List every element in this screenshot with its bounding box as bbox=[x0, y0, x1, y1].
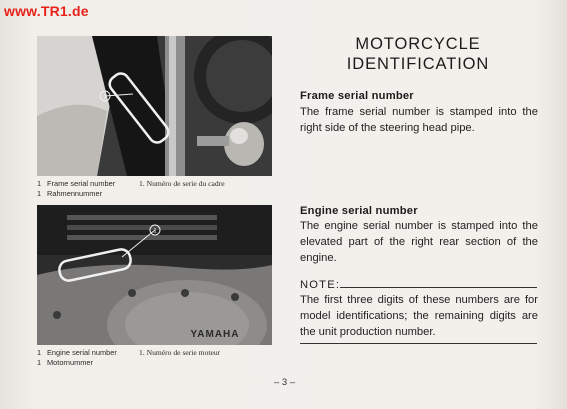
note-bottom-rule bbox=[300, 343, 537, 344]
engine-caption-fr: 1. Numéro de serie moteur bbox=[139, 348, 221, 357]
frame-caption-number: 1 bbox=[37, 179, 42, 188]
frame-section-body: The frame serial number is stamped into the right side of the steering head pipe. bbox=[300, 106, 538, 134]
frame-caption-number-de: 1 bbox=[37, 189, 42, 198]
engine-callout-number: 1 bbox=[153, 228, 157, 235]
frame-caption-fr: 1. Numéro de serie du cadre bbox=[139, 179, 225, 188]
frame-serial-photo bbox=[37, 36, 272, 176]
page-number: – 3 – bbox=[274, 377, 296, 388]
engine-photo-illustration bbox=[37, 205, 272, 345]
page-title-line2: IDENTIFICATION bbox=[346, 55, 490, 73]
note-label: NOTE: bbox=[300, 279, 341, 291]
engine-section-body: The engine serial number is stamped into the elevated part of the right rear section of the engine. bbox=[300, 220, 538, 264]
engine-serial-photo bbox=[37, 205, 272, 345]
engine-section-heading: Engine serial number bbox=[300, 205, 418, 217]
page-title-line1: MOTORCYCLE bbox=[355, 35, 481, 53]
frame-callout-number: 1 bbox=[103, 94, 107, 101]
frame-caption bbox=[37, 179, 287, 199]
note-body: The first three digits of these numbers are for model identifications; the remaining digits are the unit production number. bbox=[300, 294, 538, 338]
engine-caption-de: Motornummer bbox=[47, 358, 93, 367]
engine-cover-brand: YAMAHA bbox=[190, 329, 240, 340]
frame-caption-en: Frame serial number bbox=[47, 179, 116, 188]
engine-caption-en: Engine serial number bbox=[47, 348, 117, 357]
frame-caption-de: Rahmennummer bbox=[47, 189, 103, 198]
frame-section-heading: Frame serial number bbox=[300, 90, 414, 102]
frame-photo-illustration bbox=[37, 36, 272, 176]
note-top-rule bbox=[340, 287, 537, 288]
watermark: www.TR1.de bbox=[4, 3, 89, 19]
page-title bbox=[300, 34, 536, 74]
engine-caption-number: 1 bbox=[37, 348, 42, 357]
engine-caption bbox=[37, 348, 287, 368]
engine-caption-number-de: 1 bbox=[37, 358, 42, 367]
